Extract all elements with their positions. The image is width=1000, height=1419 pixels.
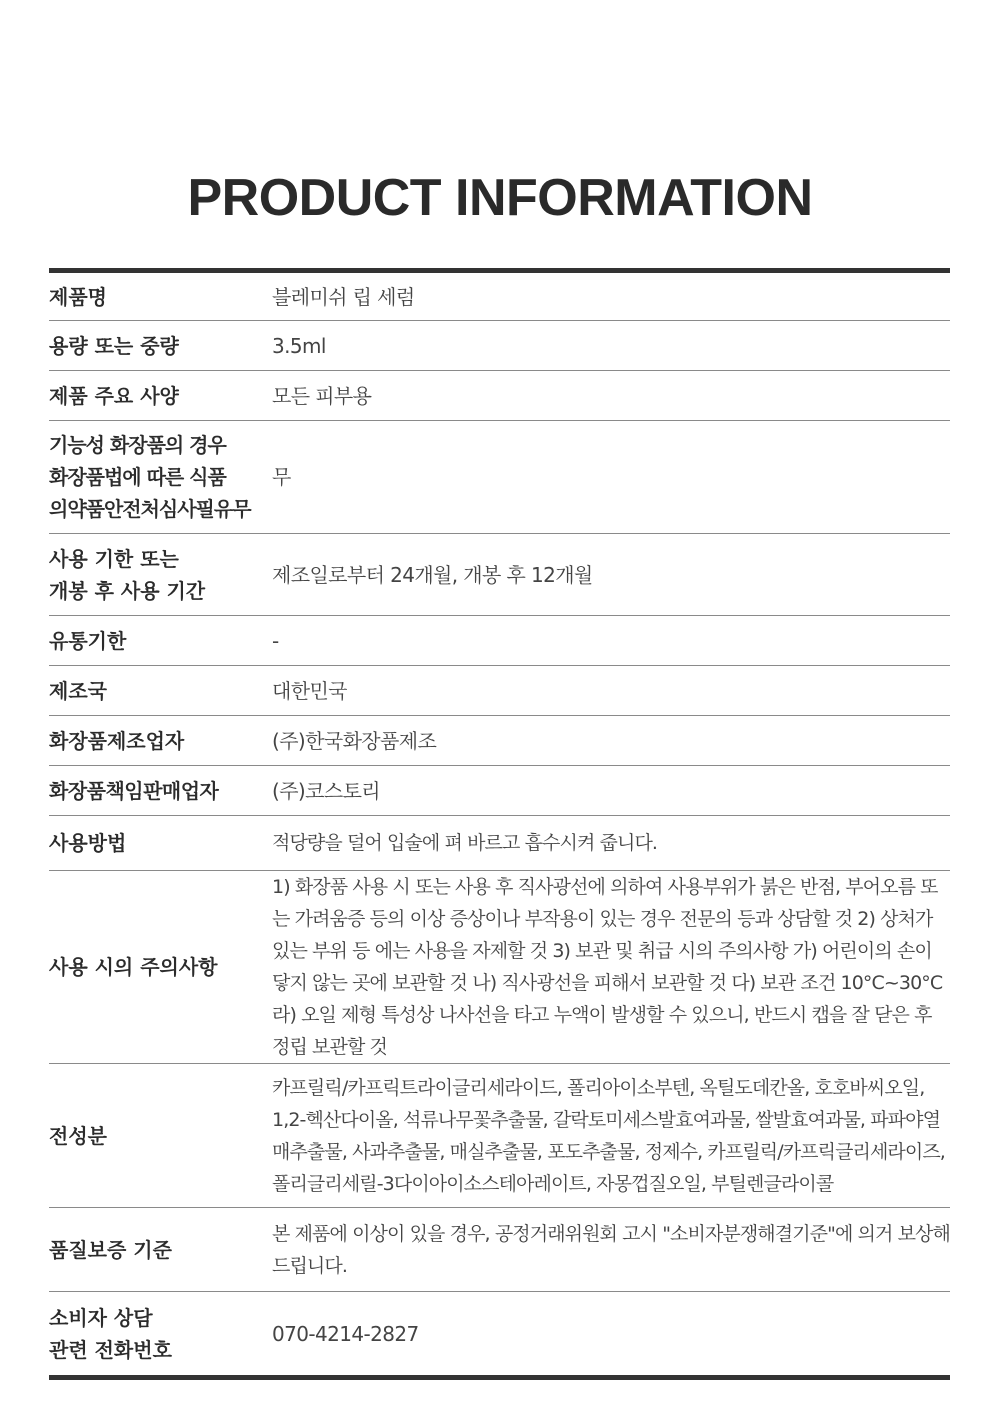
table-row <box>49 666 950 716</box>
row-value: (주)한국화장품제조 <box>272 728 437 753</box>
table-row <box>49 871 950 1064</box>
table-row <box>49 371 950 421</box>
row-value: 모든 피부용 <box>272 383 372 408</box>
page-title: PRODUCT INFORMATION <box>187 169 813 227</box>
row-label: 제조국 <box>49 678 107 703</box>
table-row <box>49 421 950 534</box>
table-row <box>49 716 950 766</box>
table-row <box>49 616 950 666</box>
row-value: 무 <box>272 465 291 489</box>
table-row <box>49 1208 950 1292</box>
table-row <box>49 534 950 616</box>
row-value: 카프릴릭/카프릭트라이글리세라이드, 폴리아이소부텐, 옥틸도데칸올, 호호바씨오일, 1,2-헥산다이올, 석류나무꽃추출물, 갈락토미세스발효여과물, 쌀발효여과물, 파파야열매추출물, 사과추출물, 매실추출물, 포도추출물, 정제수, 카프릴릭/카프릭글리세라이즈, 폴리글리세릴-3다이아이소스테아레이트, 자몽껍질오일, 부틸렌글라이콜 <box>272 1076 945 1195</box>
row-label: 전성분 <box>49 1123 107 1148</box>
row-value: 제조일로부터 24개월, 개봉 후 12개월 <box>272 562 593 587</box>
row-value: 블레미쉬 립 세럼 <box>272 284 415 309</box>
row-value: 070-4214-2827 <box>272 1321 419 1346</box>
table-row <box>49 321 950 371</box>
table-row <box>49 271 950 321</box>
row-value: 대한민국 <box>272 678 347 703</box>
table-row <box>49 1292 950 1378</box>
product-info-table <box>49 268 950 1380</box>
row-label: 사용 기한 또는 개봉 후 사용 기간 <box>49 546 206 603</box>
row-label: 화장품제조업자 <box>49 728 185 753</box>
row-value: - <box>272 628 279 653</box>
row-label: 용량 또는 중량 <box>49 333 179 358</box>
row-label: 품질보증 기준 <box>49 1237 172 1262</box>
table-row <box>49 816 950 871</box>
row-label: 화장품책임판매업자 <box>49 778 219 803</box>
row-value: 3.5ml <box>272 333 326 358</box>
row-label: 제품 주요 사양 <box>49 383 179 408</box>
row-label: 제품명 <box>49 284 107 309</box>
row-value: (주)코스토리 <box>272 778 381 803</box>
row-value: 적당량을 덜어 입술에 펴 바르고 흡수시켜 줍니다. <box>272 832 658 854</box>
row-label: 유통기한 <box>49 628 127 653</box>
row-value: 본 제품에 이상이 있을 경우, 공정거래위원회 고시 "소비자분쟁해결기준"에 의거 보상해 드립니다. <box>272 1222 950 1277</box>
row-label: 사용방법 <box>49 831 127 855</box>
table-row <box>49 766 950 816</box>
row-value: 1) 화장품 사용 시 또는 사용 후 직사광선에 의하여 사용부위가 붉은 반점, 부어오름 또는 가려움증 등의 이상 증상이나 부작용이 있는 경우 전문의 등과 상담할 것 2) 상처가 있는 부위 등 에는 사용을 자제할 것 3) 보관 및 취급 시의 주의사항 가) 어린이의 손이 닿지 않는 곳에 보관할 것 나) 직사광선을 피해서 보관할 것 다) 보관 조건 10°C~30°C 라) 오일 제형 특성상 나사선을 타고 누액이 발생할 수 있으니, 반드시 캡을 잘 닫은 후 정립 보관할 것 <box>272 876 943 1058</box>
row-label: 기능성 화장품의 경우 화장품법에 따른 식품 의약품안전처심사필유무 <box>49 433 251 521</box>
row-label: 사용 시의 주의사항 <box>49 955 218 979</box>
table-row <box>49 1064 950 1208</box>
row-label: 소비자 상담 관련 전화번호 <box>49 1305 172 1362</box>
